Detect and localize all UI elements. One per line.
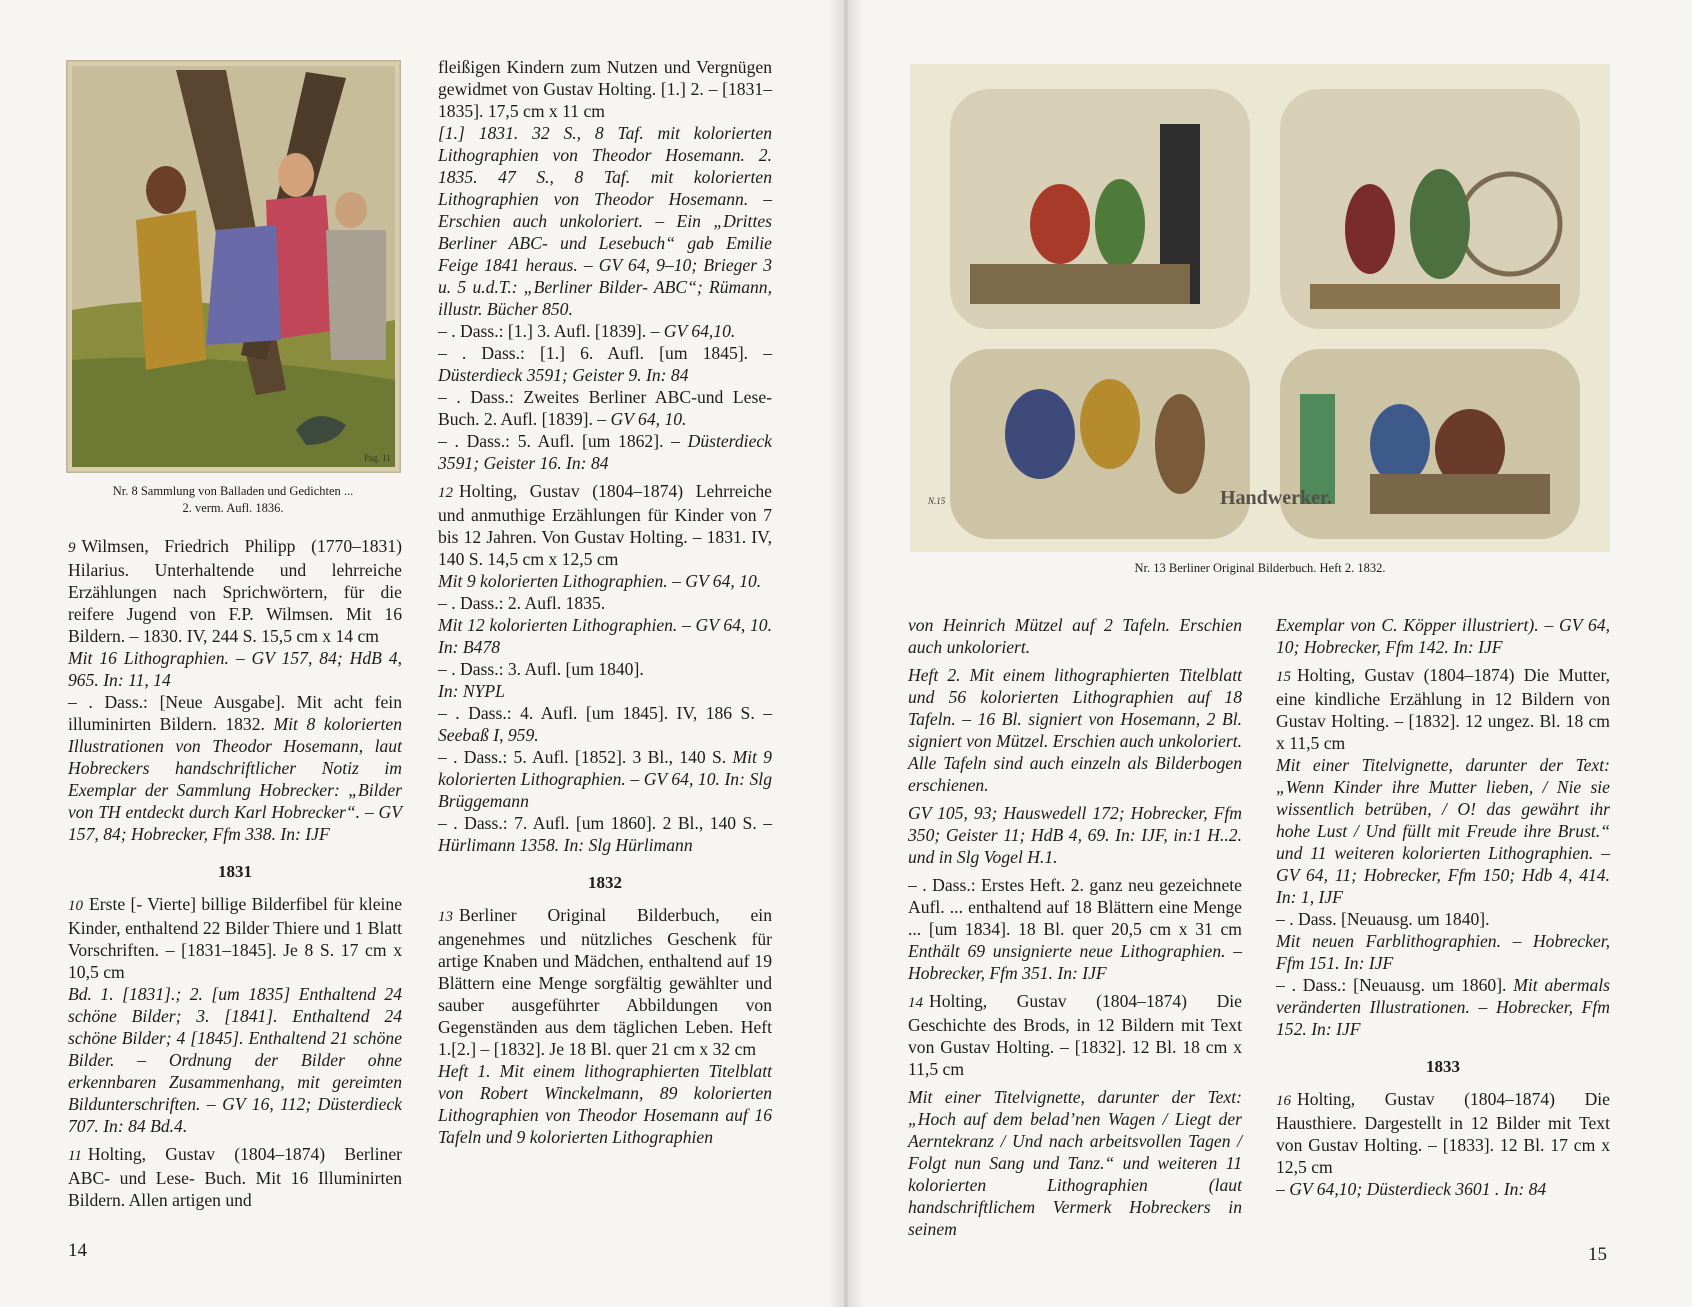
entry-note: Bd. 1. [1831].; 2. [um 1835] Enthaltend 24 schöne Bilder; 3. [1841]. Enthaltend 24 schöne Bilder; 4 [1845]. Enthaltend 21 schöne Bilder. – Ordnung der Bilder ohne erkennbaren Zusammenhang, mit gereimten Bildunterschriften. – GV 16, 112; Düsterdieck 707. In: 84 Bd.4. (68, 984, 402, 1136)
entry-13 (438, 904, 772, 1060)
entry-9 (68, 535, 402, 647)
year-heading: 1832 (588, 873, 622, 892)
entry-note: – GV 64,10; Düsterdieck 3601 . In: 84 (1276, 1179, 1547, 1199)
variant-text: – . Dass.: Erstes Heft. 2. ganz neu gezeichnete Aufl. ... enthaltend auf 18 Blättern eine Menge ... [um 1834]. 18 Bl. quer 20,5 cm x 31 cm (908, 875, 1242, 939)
entry-note: Exemplar von C. Köpper illustriert). – GV 64, 10; Hobrecker, Ffm 142. In: IJF (1276, 615, 1610, 657)
handwerker-plate-image (910, 64, 1610, 552)
variant-note: GV 64, 10. (610, 409, 687, 429)
entry-text: Holting, Gustav (1804–1874) Lehrreiche und anmuthige Erzählungen für Kinder von 7 bis 12 Jahren. Von Gustav Holting. – 1831. IV, 140 S. 14,5 cm x 12,5 cm (438, 481, 772, 569)
vignette-bottom-right (1280, 349, 1580, 539)
entry-text: Erste [- Vierte] billige Bilderfibel für kleine Kinder, enthaltend 22 Bilder Thiere und 1 Blatt Vorschriften. – [1831–1845]. Je 8 S. 17 cm x 10,5 cm (68, 894, 402, 982)
right-page-column-2 (1276, 614, 1610, 1200)
year-heading: 1831 (218, 862, 252, 881)
entry-variant (438, 812, 772, 856)
plate-title: Handwerker. (1220, 487, 1333, 509)
variant-note: GV 64,10. (663, 321, 736, 341)
figure-caption-nr13: Nr. 13 Berliner Original Bilderbuch. Heft 2. 1832. (1134, 561, 1386, 575)
variant-text: – . Dass.: 3. Aufl. [um 1840]. (438, 659, 644, 679)
year-heading: 1833 (1426, 1057, 1460, 1076)
entry-note: Mit einer Titelvignette, darunter der Text: „Hoch auf dem belad’nen Wagen / Liegt der Aerntekranz / Und nach arbeitsvollen Tagen / Folgt nun Sang und Tanz.“ und weiteren 11 kolorierten Lithographien (laut handschriftlichem Vermerk Hobreckers in seinem (908, 1087, 1242, 1239)
entry-text: fleißigen Kindern zum Nutzen und Vergnügen gewidmet von Gustav Holting. [1.] 2. – [1831–1835]. 17,5 cm x 11 cm (438, 57, 772, 121)
vignette-top-right (1280, 89, 1580, 329)
variant-note: In: NYPL (438, 681, 505, 701)
variant-note: Düsterdieck 3591; Geister 16. In: 84 (438, 431, 772, 473)
entry-note: Mit 16 Lithographien. – GV 157, 84; HdB 4, 965. In: 11, 14 (68, 648, 402, 690)
variant-text: – . Dass.: [Neue Ausgabe]. Mit acht fein illuminirten Bildern. 1832. (68, 692, 402, 734)
variant-note: Mit abermals veränderten Illustrationen. – Hobrecker, Ffm 152. In: IJF (1276, 975, 1610, 1039)
entry-note: Heft 2. Mit einem lithographierten Titelblatt und 56 kolorierten Lithographien auf 18 Tafeln. – 16 Bl. signiert von Hosemann, 2 Bl. signiert von Mützel. Erschien auch unkoloriert. Alle Tafeln sind auch einzeln als Bilderbogen erschienen. (908, 665, 1242, 795)
variant-note: Mit 12 kolorierten Lithographien. – GV 64, 10. In: B478 (438, 615, 772, 657)
entry-text: Holting, Gustav (1804–1874) Die Mutter, eine kindliche Erzählung in 12 Bildern von Gustav Holting. – [1832]. 12 ungez. Bl. 18 cm x 11,5 cm (1276, 665, 1610, 753)
caption-line: Nr. 8 Sammlung von Balladen und Gedichten ... (112, 484, 354, 498)
plate-nr13-illustration (910, 64, 1610, 552)
entry-number: 15 (1276, 669, 1291, 685)
entry-variant (438, 386, 772, 430)
entry-variant (438, 746, 772, 812)
variant-text: – . Dass.: [1.] 3. Aufl. [1839]. – (438, 321, 660, 341)
entry-14 (908, 990, 1242, 1080)
plate-number: N.15 (928, 496, 946, 506)
variant-note: Mit 9 kolorierten Lithographien. – GV 64, 10. In: Slg Brüggemann (438, 747, 772, 811)
variant-note: Enthält 69 unsignierte neue Lithographien. – Hobrecker, Ffm 351. In: IJF (908, 941, 1242, 983)
entry-note: [1.] 1831. 32 S., 8 Taf. mit kolorierten Lithographien von Theodor Hosemann. 2. 1835. 47 S., 8 Taf. mit kolorierten Lithographien von Theodor Hosemann. – Erschien auch unkoloriert. – Ein „Drittes Berliner ABC- und Lesebuch“ gab Emilie Feige 1841 heraus. – GV 64, 9–10; Brieger 3 u. 5 u.d.T.: „Berliner Bilder- ABC“; Rümann, illustr. Bücher 850. (438, 123, 772, 319)
entry-text: Berliner Original Bilderbuch, ein angenehmes und nützliches Geschenk für artige Knaben und Mädchen, enthaltend auf 19 Blättern eine Menge sorgfältig gewählter und sauber ausgeführter Abbildungen von Gegenständen aus dem täglichen Leben. Heft 1.[2.] – [1832]. Je 18 Bl. quer 21 cm x 32 cm (438, 905, 772, 1059)
entry-note: von Heinrich Mützel auf 2 Tafeln. Erschien auch unkoloriert. (908, 615, 1242, 657)
entry-12 (438, 480, 772, 570)
variant-note: Mit neuen Farblithographien. – Hobrecker, Ffm 151. In: IJF (1276, 931, 1610, 973)
variant-text: – . Dass.: 2. Aufl. 1835. (438, 593, 606, 613)
entry-15 (1276, 664, 1610, 754)
entry-variant (68, 691, 402, 845)
variant-text: – . Dass.: Zweites Berliner ABC-und Lese-Buch. 2. Aufl. [1839]. – (438, 387, 772, 429)
entry-text: Holting, Gustav (1804–1874) Berliner ABC- und Lese- Buch. Mit 16 Illuminirten Bildern. Allen artigen und (68, 1144, 402, 1210)
entry-number: 9 (68, 540, 76, 556)
entry-text: Holting, Gustav (1804–1874) Die Geschichte des Brods, in 12 Bildern mit Text von Gustav Holting. – [1832]. 12 Bl. 18 cm x 11,5 cm (908, 991, 1242, 1079)
entry-variant (1276, 974, 1610, 1040)
vignette-bottom-left (950, 349, 1250, 539)
figure-caption-nr8 (70, 483, 396, 517)
entry-number: 11 (68, 1148, 82, 1164)
vignette-top-left (950, 89, 1250, 329)
variant-text: – . Dass.: [Neuausg. um 1860]. (1276, 975, 1507, 995)
entry-number: 13 (438, 909, 453, 925)
caption-line: 2. verm. Aufl. 1836. (182, 501, 284, 515)
entry-16 (1276, 1088, 1610, 1178)
variant-text: – . Dass.: 7. Aufl. [um 1860]. 2 Bl., 140 S. – (438, 813, 772, 833)
variant-note: Mit 8 kolorierten Illustrationen von Theodor Hosemann, laut Hobreckers handschriftlicher Notiz im Exemplar der Sammlung Hobrecker: „Bilder von TH entdeckt durch Karl Hobrecker“. – GV 157, 84; Hobrecker, Ffm 338. In: IJF (68, 714, 403, 844)
left-page (0, 0, 844, 1307)
entry-text: Wilmsen, Friedrich Philipp (1770–1831) Hilarius. Unterhaltende und lehrreiche Erzählungen nach Sprichwörtern, für die reifere Jugend von F.P. Wilmsen. Mit 16 Bildern. – 1830. IV, 244 S. 15,5 cm x 14 cm (68, 536, 402, 646)
page-number: 14 (68, 1240, 87, 1261)
right-page (848, 0, 1692, 1307)
entry-number: 10 (68, 898, 83, 914)
right-page-column-1 (908, 614, 1242, 1240)
entry-variant (908, 874, 1242, 984)
variant-note: Seebaß I, 959. (438, 725, 539, 745)
entry-10 (68, 893, 402, 983)
entry-variant (438, 342, 772, 386)
variant-text: – . Dass. [Neuausg. um 1840]. (1276, 909, 1490, 929)
entry-note: Heft 1. Mit einem lithographierten Titelblatt von Robert Winckelmann, 89 kolorierten Lithographien von Theodor Hosemann auf 16 Tafeln und 9 kolorierten Lithographien (438, 1061, 772, 1147)
variant-text: – . Dass.: 5. Aufl. [um 1862]. – (438, 431, 680, 451)
page-number: 15 (1588, 1244, 1607, 1265)
entry-note: Mit 9 kolorierten Lithographien. – GV 64, 10. (438, 571, 762, 591)
variant-note: Düsterdieck 3591; Geister 9. In: 84 (438, 365, 689, 385)
variant-text: – . Dass.: 4. Aufl. [um 1845]. IV, 186 S. – (438, 703, 772, 723)
entry-variant (438, 430, 772, 474)
plate-label: Pag. 11 (364, 453, 391, 463)
entry-refs: GV 105, 93; Hauswedell 172; Hobrecker, Ffm 350; Geister 11; HdB 4, 69. In: IJF, in:1 H..2. und in Slg Vogel H.1. (908, 803, 1242, 867)
variant-text: – . Dass.: [1.] 6. Aufl. [um 1845]. – (438, 343, 772, 363)
entry-number: 14 (908, 995, 923, 1011)
entry-number: 12 (438, 485, 453, 501)
entry-11 (68, 1143, 402, 1211)
entry-variant (438, 320, 772, 342)
left-page-column-1 (68, 535, 402, 1211)
entry-number: 16 (1276, 1093, 1291, 1109)
book-gutter (828, 0, 864, 1307)
left-page-column-2 (438, 56, 772, 1148)
variant-note: Hürlimann 1358. In: Slg Hürlimann (438, 835, 693, 855)
entry-text: Holting, Gustav (1804–1874) Die Hausthiere. Dargestellt in 12 Bilder mit Text von Gustav Holting. – [1833]. 12 Bl. 17 cm x 12,5 cm (1276, 1089, 1610, 1177)
plate-nr8-illustration (66, 60, 401, 473)
entry-note: Mit einer Titelvignette, darunter der Text: „Wenn Kinder ihre Mutter lieben, / Nie sie wissentlich betrüben, / O! das gewährt ihr hohe Lust / Und füllt mit Freude ihre Brust.“ und 11 weiteren kolorierten Lithographien. – GV 64, 11; Hobrecker, Ffm 150; Hdb 4, 414. In: 1, IJF (1276, 755, 1610, 907)
entry-variant (438, 702, 772, 746)
ballad-scene-image (66, 60, 401, 473)
variant-text: – . Dass.: 5. Aufl. [1852]. 3 Bl., 140 S. (438, 747, 727, 767)
